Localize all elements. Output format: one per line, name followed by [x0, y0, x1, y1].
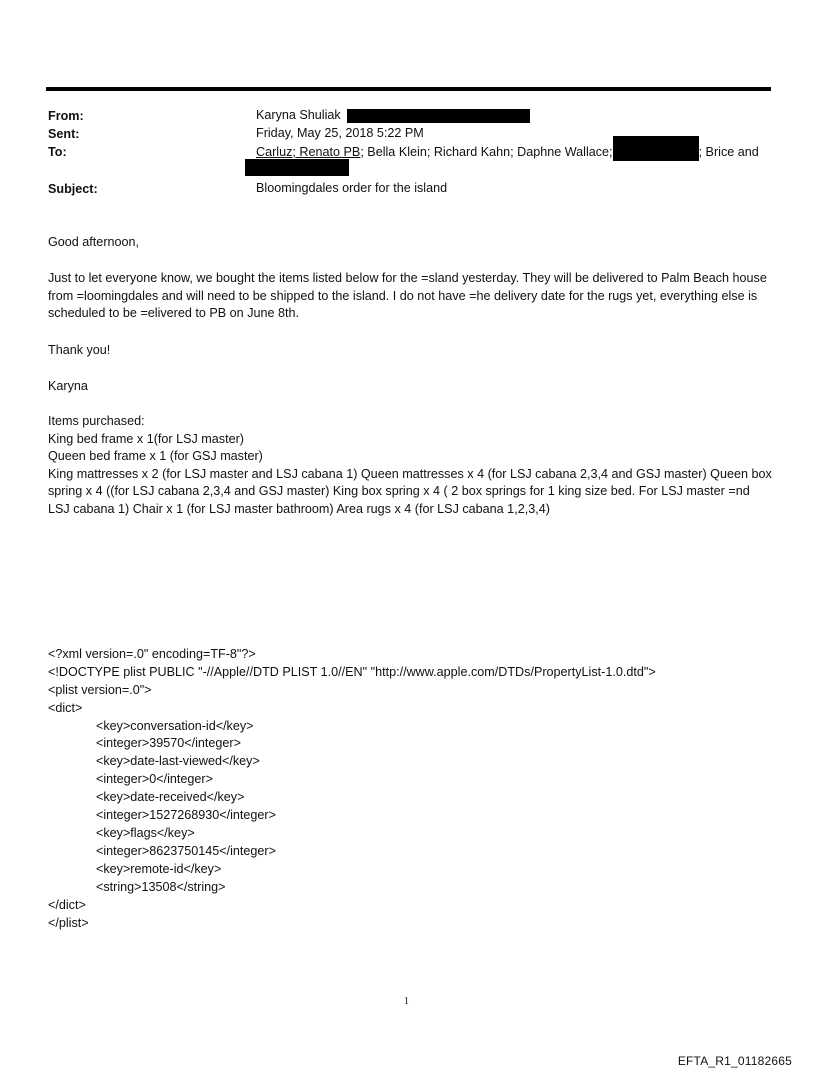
xml-line: <key>remote-id</key>: [96, 861, 222, 876]
from-label: From:: [48, 109, 84, 123]
page-number: 1: [404, 996, 409, 1007]
xml-line: <key>flags</key>: [96, 825, 195, 840]
sent-label: Sent:: [48, 127, 80, 141]
to-recipients-tail: ; Brice and: [698, 144, 759, 159]
redaction-block: [613, 136, 699, 161]
xml-line: <integer>0</integer>: [96, 772, 213, 787]
xml-line: <key>date-received</key>: [96, 790, 245, 805]
redaction-block: [245, 159, 349, 176]
xml-line: <key>date-last-viewed</key>: [96, 754, 260, 769]
xml-line: <string>13508</string>: [96, 879, 226, 894]
items-list: [48, 413, 773, 519]
to-recipient-link[interactable]: Carluz; Renato PB: [256, 144, 361, 159]
xml-line: <integer>8623750145</integer>: [96, 843, 276, 858]
plist-xml: [48, 628, 656, 950]
redaction-block: [347, 109, 530, 123]
thanks-line: Thank you!: [48, 343, 111, 357]
xml-line: <integer>1527268930</integer>: [96, 808, 276, 823]
subject-value: Bloomingdales order for the island: [256, 181, 448, 195]
xml-line: <plist version=.0">: [48, 682, 152, 697]
xml-line: <dict>: [48, 700, 83, 715]
subject-label: Subject:: [48, 182, 98, 196]
greeting: Good afternoon,: [48, 235, 140, 249]
xml-line: <!DOCTYPE plist PUBLIC "-//Apple//DTD PLIST 1.0//EN" "http://www.apple.com/DTDs/PropertyList-1.0.dtd">: [48, 664, 656, 679]
sent-value: Friday, May 25, 2018 5:22 PM: [256, 126, 424, 140]
signature: Karyna: [48, 379, 88, 393]
xml-line: <key>conversation-id</key>: [96, 718, 254, 733]
header-rule: [46, 87, 771, 91]
body-paragraph: Just to let everyone know, we bought the items listed below for the =sland yesterday. They will be delivered to Palm Beach house from =loomingdales and will need to be shipped to the island. I do not have =he delivery date for the rugs yet, everything else is scheduled to be =elivered to PB on June 8th.: [48, 271, 767, 321]
list-item: King mattresses x 2 (for LSJ master and LSJ cabana 1) Queen mattresses x 4 (for LSJ cabana 2,3,4 and GSJ master) Queen box spring x 4 ((for LSJ cabana 2,3,4 and GSJ master) King box spring x 4 ( 2 box springs for 1 king size bed. For LSJ master =nd LSJ cabana 1) Chair x 1 (for LSJ master bathroom) Area rugs x 4 (for LSJ cabana 1,2,3,4): [48, 466, 772, 516]
to-recipients: ; Bella Klein; Richard Kahn; Daphne Wallace;: [360, 144, 613, 159]
xml-line: </dict>: [48, 897, 86, 912]
xml-line: <integer>39570</integer>: [96, 736, 241, 751]
items-heading: Items purchased:: [48, 414, 145, 428]
to-label: To:: [48, 145, 67, 159]
from-value: [256, 108, 530, 123]
list-item: King bed frame x 1(for LSJ master): [48, 431, 244, 446]
document-id: EFTA_R1_01182665: [677, 1054, 792, 1068]
xml-line: <?xml version=.0" encoding=TF-8"?>: [48, 646, 256, 661]
xml-line: </plist>: [48, 915, 89, 930]
list-item: Queen bed frame x 1 (for GSJ master): [48, 449, 263, 464]
sender-name: Karyna Shuliak: [256, 108, 341, 122]
